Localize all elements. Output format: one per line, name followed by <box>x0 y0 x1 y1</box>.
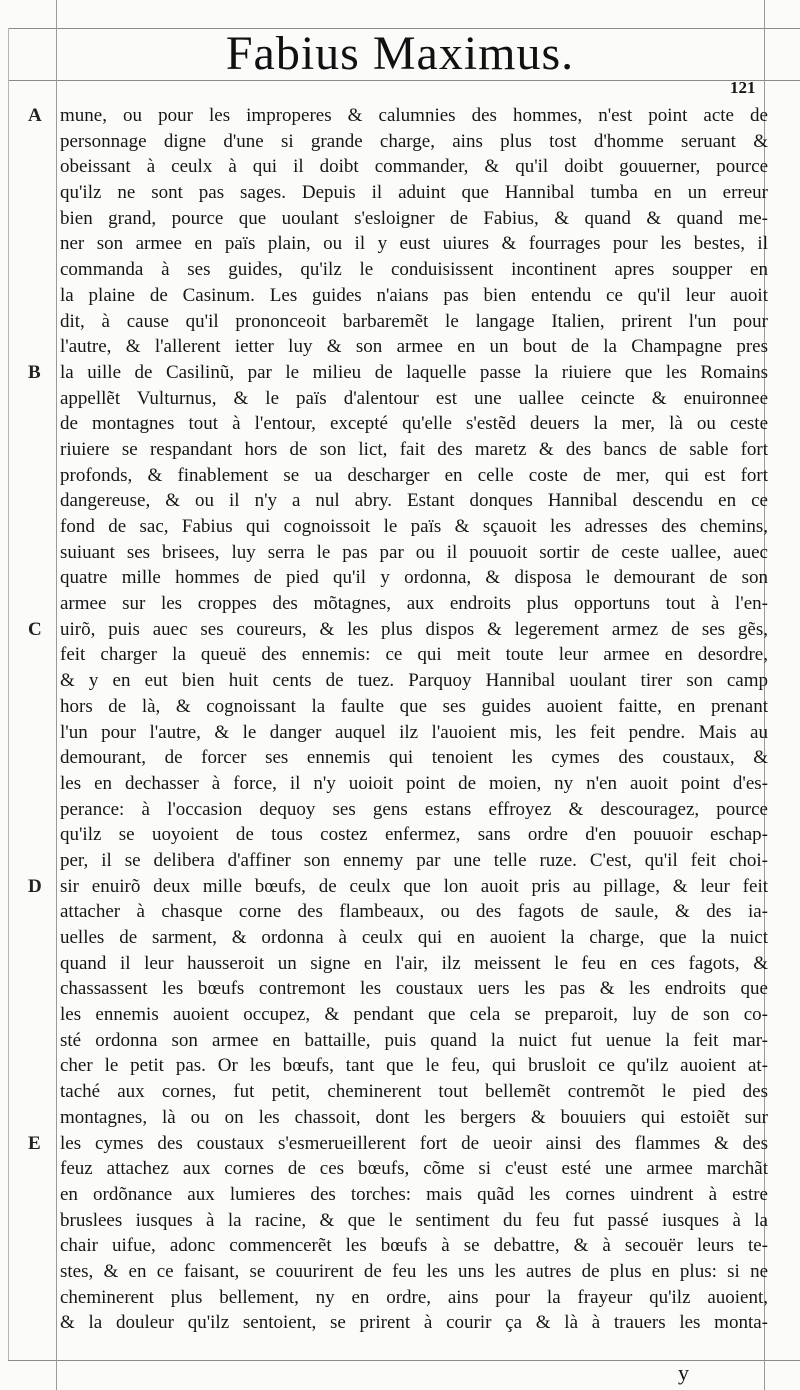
text-line: feuz attachez aux cornes de ces bœufs, cõme si c'eust esté une armee marchãt <box>60 1158 768 1180</box>
margin-letter-e: E <box>28 1133 41 1154</box>
text-line: hors de là, & cognoissant la faulte que ses guides auoient faitte, en prenant <box>60 695 768 717</box>
text-line: commanda à ses guides, qu'ilz le conduisissent incontinent apres soupper en <box>60 259 768 281</box>
text-line: sir enuirõ deux mille bœufs, de ceulx que lon auoit pris au pillage, & leur feit <box>60 875 768 897</box>
text-line: uelles de sarment, & ordonna à ceulx qui en auoient la charge, que la nuict <box>60 927 768 948</box>
text-line: per, il se delibera d'affiner son ennemy par une telle ruze. C'est, qu'il feit choi- <box>60 849 768 871</box>
text-line: taché aux cornes, fut petit, cheminerent tout bellemẽt contremõt le pied des <box>60 1081 768 1103</box>
margin-frame-rule <box>8 28 9 1360</box>
text-line: & y en eut bien huit cents de tuez. Parquoy Hannibal uoulant tirer son camp <box>60 670 768 692</box>
text-line: riuiere se respandant hors de son lict, fait des maretz & des bancs de sable fort <box>60 438 768 460</box>
text-line: les en dechasser à force, il n'y uoioit point de moien, ny n'en auoit point d'es- <box>60 772 768 794</box>
text-line: qu'ilz se uoyoient de tous costez enfermez, sans ordre d'en pouuoir eschap- <box>60 824 768 846</box>
text-line: les ennemis auoient occupez, & pendant que cela se preparoit, luy de son co- <box>60 1004 768 1026</box>
body-text <box>60 103 768 1336</box>
text-line: mune, ou pour les improperes & calumnies des hommes, n'est point acte de <box>60 105 768 126</box>
text-line: la plaine de Casinum. Les guides n'aians pas bien entendu ce qu'il leur auoit <box>60 284 768 306</box>
text-line: chassassent les bœufs contremont les coustaux uers les pas & les endroits que <box>60 978 768 1000</box>
text-line: cheminerent plus bellement, ny en ordre, ains pour la frayeur qu'ilz auoient, <box>60 1286 768 1308</box>
margin-letter-d: D <box>28 876 42 897</box>
text-line: les cymes des coustaux s'esmerueillerent fort de ueoir ainsi des flammes & des <box>60 1132 768 1154</box>
text-line: bien grand, pource que uoulant s'esloigner de Fabius, & quand & quand me- <box>60 207 768 229</box>
text-line: stes, & en ce faisant, se couurirent de feu les uns les autres de plus en plus: si ne <box>60 1260 768 1282</box>
text-line: quatre mille hommes de pied qu'il y ordonna, & disposa le demourant de son <box>60 567 768 589</box>
text-line: dangereuse, & ou il n'y a nul abry. Estant donques Hannibal descendu en ce <box>60 490 768 512</box>
text-line: appellẽt Vulturnus, & le païs d'alentour est une uallee ceincte & enuironnee <box>60 387 768 409</box>
text-line: en ordõnance aux lumieres des torches: mais quãd les cornes uindrent à estre <box>60 1183 768 1205</box>
text-line: obeissant à ceulx à qui il doibt commander, & qu'il doibt gouuerner, pource <box>60 156 768 178</box>
text-line: qu'ilz ne sont pas sages. Depuis il aduint que Hannibal tumba en un erreur <box>60 182 768 204</box>
text-line: uirõ, puis auec ses coureurs, & les plus dispos & legerement armez de ses gẽs, <box>60 618 768 640</box>
margin-letter-a: A <box>28 105 42 126</box>
text-line: bruslees iusques à la racine, & que le sentiment du feu fut passé iusques à la <box>60 1209 768 1231</box>
text-line: attacher à chasque corne des flambeaux, ou des fagots de saule, & des ia- <box>60 901 768 923</box>
text-line: dit, à cause qu'il prononceoit barbaremẽt le langage Italien, prirent l'un pour <box>60 310 768 332</box>
text-line: feit charger la queuë des ennemis: ce qui meit toute leur armee en desordre, <box>60 644 768 666</box>
text-line: la uille de Casilinũ, par le milieu de laquelle passe la riuiere que les Romains <box>60 361 768 383</box>
running-title: Fabius Maximus. <box>225 27 575 80</box>
margin-letter-c: C <box>28 619 42 640</box>
text-line: montagnes, là ou on les chassoit, dont les bergers & bouuiers qui estoiẽt sur <box>60 1106 768 1128</box>
text-line: ner son armee en païs plain, ou il y eust uiures & fourrages pour les bestes, il <box>60 233 768 255</box>
text-line: perance: à l'occasion dequoy ses gens estans effroyez & descouragez, pource <box>60 798 768 820</box>
text-line: cher le petit pas. Or les bœufs, tant que le feu, qui brusloit ce qu'ilz auoient at- <box>60 1055 768 1077</box>
text-line: sté ordonna son armee en battaille, puis quand la nuict fut uenue la feit mar- <box>60 1029 768 1051</box>
text-line: l'autre, & l'allerent ietter luy & son armee en un bout de la Champagne pres <box>60 336 768 358</box>
text-line: profonds, & finablement se ua descharger en celle coste de mer, qui est fort <box>60 464 768 486</box>
text-line: armee sur les croppes des mõtagnes, aux endroits plus opportuns tout à l'en- <box>60 593 768 615</box>
text-line: de montagnes tout à l'entour, excepté qu'elle s'estẽd deuers la mer, là ou ceste <box>60 413 768 435</box>
folio-number: 121 <box>730 78 756 97</box>
text-line: personnage digne d'une si grande charge, ains plus tost d'homme seruant & <box>60 130 768 152</box>
text-line: demourant, de forcer ses ennemis qui tenoient les cymes des coustaux, & <box>60 747 768 769</box>
signature-mark: y <box>678 1360 689 1385</box>
text-line: chair uifue, adonc commencerẽt les bœufs à se debattre, & à secouër leurs te- <box>60 1235 768 1257</box>
text-line: fond de sac, Fabius qui cognoissoit le païs & sçauoit les adresses des chemins, <box>60 516 768 537</box>
text-frame-left-rule <box>56 0 57 1390</box>
margin-letter-b: B <box>28 362 41 383</box>
text-line: suiuant ses brisees, luy serra le pas par ou il pouuoit sortir de ceste uallee, auec <box>60 541 768 563</box>
text-line: & la douleur qu'ilz sentoient, se prirent à courir ça & là à trauers les monta- <box>60 1312 768 1334</box>
text-line: quand il leur hausseroit un signe en l'air, ilz meissent le feu en ces fagots, & <box>60 952 768 974</box>
text-line: l'un pour l'autre, & le danger auquel ilz l'auoient mis, les feit pendre. Mais au <box>60 721 768 743</box>
